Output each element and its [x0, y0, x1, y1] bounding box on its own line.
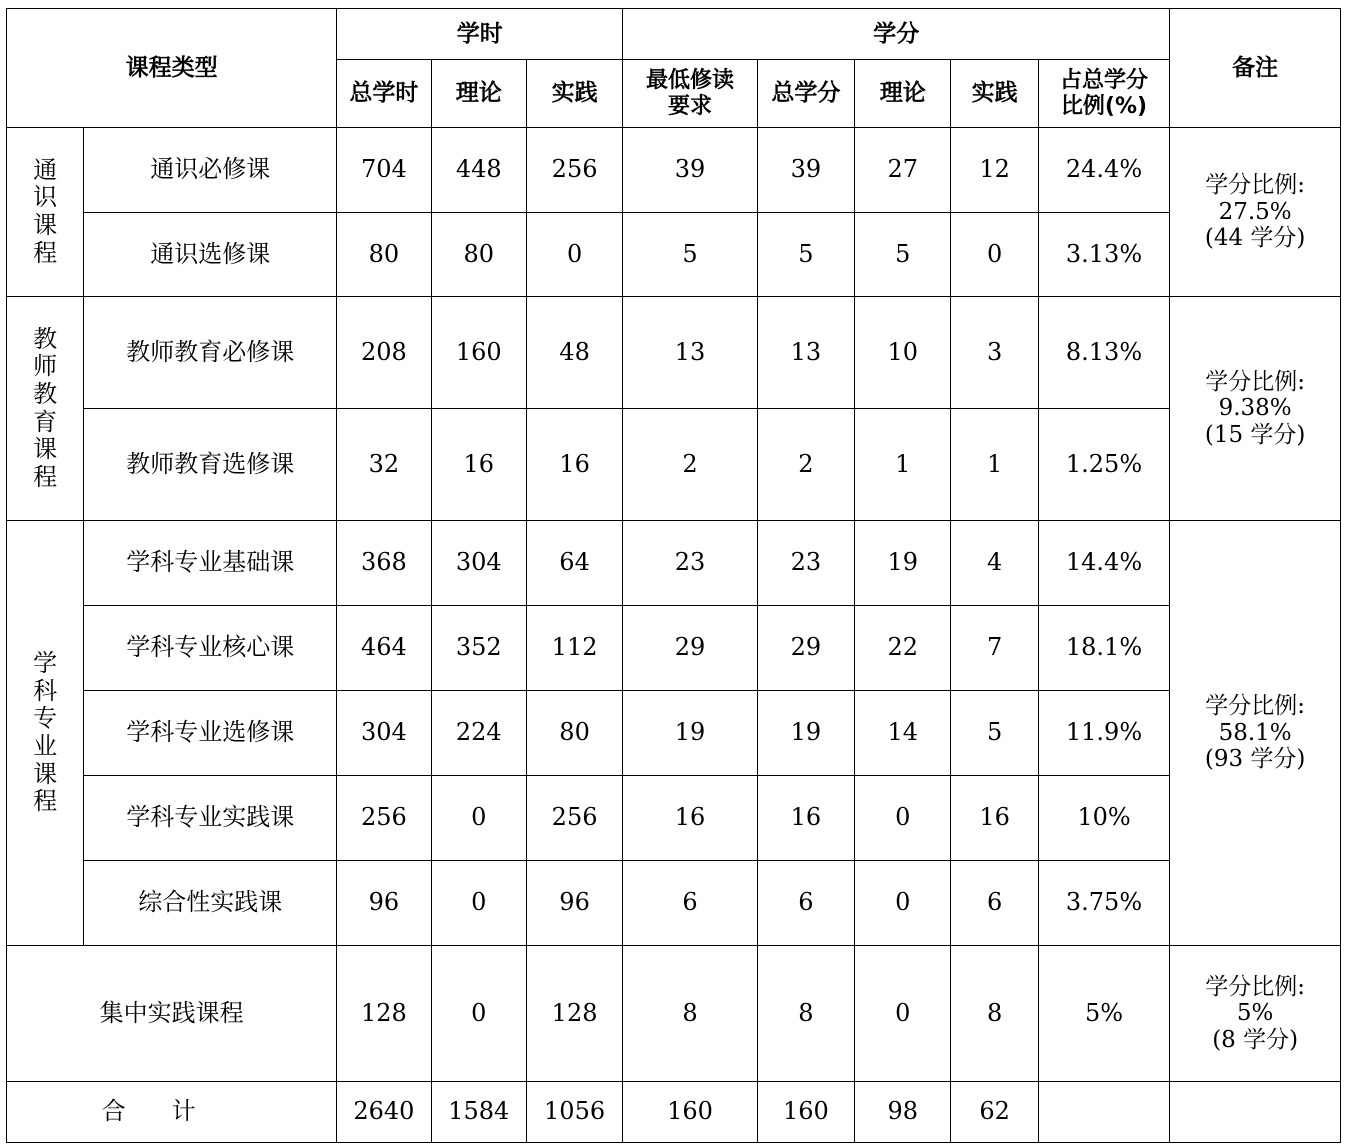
- remark-teacher-education: [1170, 297, 1341, 521]
- remark-line: 58.1%: [1218, 719, 1292, 746]
- table-row: [7, 297, 1341, 409]
- header-practice-hours: 实践: [526, 60, 622, 128]
- remark-general: [1170, 128, 1341, 297]
- header-theory-credits: 理论: [855, 60, 951, 128]
- practice-credits-cell: 3: [951, 297, 1038, 409]
- theory-credits-cell: 19: [855, 521, 951, 606]
- theory-credits-cell: 27: [855, 128, 951, 213]
- practice-hours-cell: 48: [526, 297, 622, 409]
- header-row-1: [7, 9, 1341, 60]
- practice-hours-cell: 96: [526, 861, 622, 946]
- min-required-cell: 29: [623, 606, 757, 691]
- total-credits-cell: 16: [757, 776, 854, 861]
- header-min-required: [623, 60, 757, 128]
- theory-credits-cell: 5: [855, 213, 951, 297]
- theory-hours-cell: 448: [431, 128, 526, 213]
- theory-hours-cell: 304: [431, 521, 526, 606]
- theory-credits-cell: 22: [855, 606, 951, 691]
- theory-credits-cell: 14: [855, 691, 951, 776]
- remark-line: (8 学分): [1212, 1026, 1299, 1053]
- practice-credits-cell: 8: [951, 946, 1038, 1082]
- remark-line: (15 学分): [1204, 421, 1306, 448]
- theory-credits-cell: 10: [855, 297, 951, 409]
- practice-credits-cell: 62: [951, 1082, 1038, 1143]
- total-hours-cell: 80: [337, 213, 431, 297]
- course-name: 学科专业实践课: [84, 776, 337, 861]
- theory-credits-cell: 1: [855, 409, 951, 521]
- course-name: 综合性实践课: [84, 861, 337, 946]
- theory-credits-cell: 0: [855, 861, 951, 946]
- practice-credits-cell: 12: [951, 128, 1038, 213]
- group-label-text: 通识课程: [33, 155, 58, 267]
- group-label-teacher-education: [7, 297, 84, 521]
- theory-hours-cell: 1584: [431, 1082, 526, 1143]
- total-credits-cell: 23: [757, 521, 854, 606]
- course-name: 集中实践课程: [7, 946, 337, 1082]
- remark-line: 9.38%: [1218, 395, 1292, 422]
- theory-hours-cell: 0: [431, 776, 526, 861]
- remark-line: (93 学分): [1204, 746, 1306, 773]
- remark-line: 5%: [1236, 1000, 1274, 1027]
- practice-credits-cell: 16: [951, 776, 1038, 861]
- total-credits-cell: 29: [757, 606, 854, 691]
- practice-credits-cell: 1: [951, 409, 1038, 521]
- theory-hours-cell: 80: [431, 213, 526, 297]
- theory-hours-cell: 0: [431, 946, 526, 1082]
- table-row: [7, 128, 1341, 213]
- min-required-cell: 39: [623, 128, 757, 213]
- remark-line: 学分比例:: [1205, 368, 1306, 395]
- ratio-cell: 10%: [1038, 776, 1170, 861]
- min-required-cell: 19: [623, 691, 757, 776]
- ratio-cell: 11.9%: [1038, 691, 1170, 776]
- total-label: 合计: [7, 1082, 337, 1143]
- practice-credits-cell: 7: [951, 606, 1038, 691]
- theory-credits-cell: 0: [855, 776, 951, 861]
- header-course-type: 课程类型: [7, 9, 337, 128]
- course-name: 学科专业核心课: [84, 606, 337, 691]
- header-theory-hours: 理论: [431, 60, 526, 128]
- total-hours-cell: 368: [337, 521, 431, 606]
- min-required-cell: 8: [623, 946, 757, 1082]
- group-label-text: 学科专业课程: [33, 649, 58, 816]
- total-hours-cell: 32: [337, 409, 431, 521]
- ratio-cell: 3.13%: [1038, 213, 1170, 297]
- remark-line: 27.5%: [1218, 198, 1292, 225]
- header-ratio: [1038, 60, 1170, 128]
- table-row: [7, 213, 1341, 297]
- table-row: [7, 606, 1341, 691]
- ratio-cell: 14.4%: [1038, 521, 1170, 606]
- ratio-cell: 5%: [1038, 946, 1170, 1082]
- group-label-discipline: [7, 521, 84, 946]
- total-hours-cell: 704: [337, 128, 431, 213]
- total-credits-cell: 8: [757, 946, 854, 1082]
- min-required-cell: 13: [623, 297, 757, 409]
- total-credits-cell: 39: [757, 128, 854, 213]
- practice-hours-cell: 0: [526, 213, 622, 297]
- theory-credits-cell: 0: [855, 946, 951, 1082]
- theory-hours-cell: 0: [431, 861, 526, 946]
- remark-line: 学分比例:: [1205, 172, 1306, 199]
- table-row: [7, 691, 1341, 776]
- course-name: 教师教育必修课: [84, 297, 337, 409]
- min-required-cell: 160: [623, 1082, 757, 1143]
- ratio-cell: 18.1%: [1038, 606, 1170, 691]
- header-total-credits: 总学分: [757, 60, 854, 128]
- header-total-hours: 总学时: [337, 60, 431, 128]
- practice-hours-cell: 16: [526, 409, 622, 521]
- total-hours-cell: 256: [337, 776, 431, 861]
- theory-credits-cell: 98: [855, 1082, 951, 1143]
- total-credits-cell: 5: [757, 213, 854, 297]
- ratio-cell: 8.13%: [1038, 297, 1170, 409]
- remark-line: 学分比例:: [1205, 973, 1306, 1000]
- total-hours-cell: 464: [337, 606, 431, 691]
- theory-hours-cell: 160: [431, 297, 526, 409]
- remark-line: (44 学分): [1204, 225, 1306, 252]
- table-row: [7, 409, 1341, 521]
- remark-total: [1170, 1082, 1341, 1143]
- practice-hours-cell: 64: [526, 521, 622, 606]
- practice-hours-cell: 256: [526, 776, 622, 861]
- total-credits-cell: 6: [757, 861, 854, 946]
- practice-credits-cell: 4: [951, 521, 1038, 606]
- course-name: 通识选修课: [84, 213, 337, 297]
- theory-hours-cell: 16: [431, 409, 526, 521]
- ratio-cell: 24.4%: [1038, 128, 1170, 213]
- min-required-cell: 5: [623, 213, 757, 297]
- group-label-text: 教师教育课程: [33, 324, 58, 491]
- theory-hours-cell: 224: [431, 691, 526, 776]
- min-required-cell: 23: [623, 521, 757, 606]
- remark-line: 学分比例:: [1205, 693, 1306, 720]
- total-credits-cell: 19: [757, 691, 854, 776]
- practice-credits-cell: 5: [951, 691, 1038, 776]
- ratio-cell: [1038, 1082, 1170, 1143]
- header-credits: 学分: [623, 9, 1170, 60]
- course-name: 学科专业选修课: [84, 691, 337, 776]
- total-hours-cell: 208: [337, 297, 431, 409]
- course-name: 教师教育选修课: [84, 409, 337, 521]
- total-hours-cell: 96: [337, 861, 431, 946]
- total-credits-cell: 160: [757, 1082, 854, 1143]
- total-hours-cell: 304: [337, 691, 431, 776]
- header-ratio-text: 占总学分比例(%): [1060, 68, 1149, 119]
- total-hours-cell: 2640: [337, 1082, 431, 1143]
- ratio-cell: 3.75%: [1038, 861, 1170, 946]
- table-row-centralized-practice: [7, 946, 1341, 1082]
- course-name: 通识必修课: [84, 128, 337, 213]
- min-required-cell: 6: [623, 861, 757, 946]
- curriculum-credit-table: [6, 8, 1341, 1143]
- header-practice-credits: 实践: [951, 60, 1038, 128]
- practice-hours-cell: 1056: [526, 1082, 622, 1143]
- remark-centralized: [1170, 946, 1341, 1082]
- practice-credits-cell: 6: [951, 861, 1038, 946]
- total-credits-cell: 13: [757, 297, 854, 409]
- min-required-cell: 2: [623, 409, 757, 521]
- group-label-general: [7, 128, 84, 297]
- practice-hours-cell: 112: [526, 606, 622, 691]
- header-remarks: 备注: [1170, 9, 1341, 128]
- table-row-total: [7, 1082, 1341, 1143]
- practice-hours-cell: 80: [526, 691, 622, 776]
- ratio-cell: 1.25%: [1038, 409, 1170, 521]
- remark-discipline: [1170, 521, 1341, 946]
- table-row: [7, 861, 1341, 946]
- practice-hours-cell: 128: [526, 946, 622, 1082]
- total-hours-cell: 128: [337, 946, 431, 1082]
- table-row: [7, 776, 1341, 861]
- practice-credits-cell: 0: [951, 213, 1038, 297]
- course-name: 学科专业基础课: [84, 521, 337, 606]
- practice-hours-cell: 256: [526, 128, 622, 213]
- header-hours: 学时: [337, 9, 623, 60]
- total-credits-cell: 2: [757, 409, 854, 521]
- header-min-required-text: 最低修读要求: [646, 68, 735, 119]
- min-required-cell: 16: [623, 776, 757, 861]
- table-row: [7, 521, 1341, 606]
- theory-hours-cell: 352: [431, 606, 526, 691]
